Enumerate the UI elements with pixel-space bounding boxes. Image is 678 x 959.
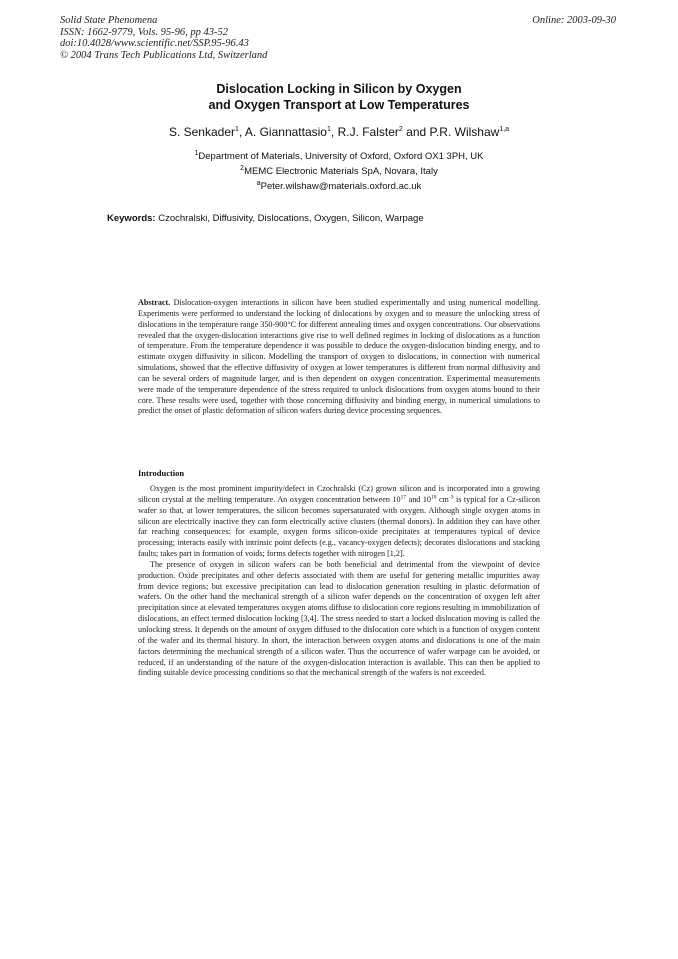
abstract-label: Abstract. [138, 298, 171, 307]
author-separator: , [238, 125, 245, 139]
journal-header [60, 15, 267, 61]
title-line-1: Dislocation Locking in Silicon by Oxygen [216, 82, 462, 96]
author-name: A. Giannattasio [244, 125, 327, 139]
issn-line: ISSN: 1662-9779, Vols. 95-96, pp 43-52 [60, 26, 228, 38]
exponent: 17 [400, 494, 407, 501]
abstract-text: Dislocation-oxygen interactions in silicon have been studied experimentally and using numerical modelling. Experiments were performed to understand the locking of dislocations by oxygen and to measure the unlocking stress of dislocations in the temperature range 350-900°C for different annealing times and oxygen concentrations. Our observations revealed that the oxygen-dislocation interactions give rise to well defined regimes in locking of dislocations as a function of temperature. From the temperature dependence it was possible to deduce the oxygen-dislocation binding energy, and to estimate oxygen diffusivity in silicon. Modelling the transport of oxygen to dislocations, in connection with numerical simulations, showed that the effective diffusivity of oxygen at lower temperatures is different from normal diffusivity and can be several orders of magnitude larger, and is then dependent on oxygen concentration. Experimental measurements were made of the temperature dependence of the stress required to unlock dislocations from oxygen atoms bound to their core. These results were used, together with those concerning diffusivity and binding energy, in numerical simulations to predict the onset of plastic deformation of silicon wafers during device processing sequences. [138, 298, 540, 416]
intro-paragraph-2: The presence of oxygen in silicon wafers can be both beneficial and detrimental from the viewpoint of device production. Oxide precipitates and other defects associated with them are useful for gettering metallic impurities away from device regions; but excessive precipitation can lead to dislocation generation resulting in plastic deformation of wafers. On the other hand the mechanical strength of a silicon wafer depends on the concentration of oxygen left after precipitation since at elevated temperatures oxygen atoms diffuse to dislocation core regions resulting in immobilization of dislocations, an effect termed dislocation locking [3,4]. The stress needed to start a locked dislocation moving is called the unlocking stress. It depends on the amount of oxygen diffused to the dislocation core which is a function of oxygen content of the wafer and its thermal history. In short, the interaction between oxygen atoms and dislocations is one of the main factors determining the mechanical strength of a silicon wafer. Thus the occurrence of wafer warpage can be avoided, or reduced, if an understanding of the nature of the oxygen-dislocation interaction is available. This can then be applied to finding suitable device processing conditions so that the mechanical strength of the wafers is not exceeded. [138, 559, 540, 678]
copyright-line: © 2004 Trans Tech Publications Ltd, Switzerland [60, 49, 268, 61]
author-name: P.R. Wilshaw [429, 125, 500, 139]
author-separator: and [402, 125, 430, 139]
author-name: R.J. Falster [337, 125, 399, 139]
affiliation-1 [0, 149, 678, 164]
author-affiliation-mark: 1 [235, 126, 239, 133]
author-affiliation-mark: 1 [326, 126, 331, 133]
affiliation-text: Department of Materials, University of Oxford, Oxford OX1 3PH, UK [198, 151, 484, 162]
affiliation-mark: 2 [240, 164, 245, 172]
author-affiliation-mark: 2 [398, 126, 403, 133]
online-date: Online: 2003-09-30 [532, 15, 616, 26]
intro-text: is typical for a Cz-silicon wafer so that, at lower temperatures, the silicon becomes supersaturated with oxygen. Although single oxygen atoms in silicon are electrically inactive they can form electrically active clusters (thermal donors). In addition they can have other far reaching consequences: for example, oxygen forms silicon-oxide precipitates at temperatures typical of device processing; interacts easily with intrinsic point defects (e.g., vacancy-oxygen defects); decorates dislocations and stacking faults; takes part in formation of voids; forms defects together with nitrogen [1,2]. [138, 494, 540, 559]
author-name: S. Senkader [168, 125, 235, 139]
affiliation-mark: a [256, 179, 261, 187]
journal-name: Solid State Phenomena [60, 15, 158, 26]
exponent: -3 [448, 494, 454, 501]
keywords-label: Keywords: [107, 213, 156, 224]
title-line-2: and Oxygen Transport at Low Temperatures [208, 97, 470, 112]
introduction-heading: Introduction [138, 468, 185, 478]
abstract [138, 298, 540, 417]
keywords [107, 213, 424, 224]
intro-paragraph-1 [138, 484, 540, 560]
doi-line: doi:10.4028/www.scientific.net/SSP.95-96.43 [60, 38, 249, 49]
author-affiliation-mark: 1,a [499, 126, 510, 133]
keywords-text: Czochralski, Diffusivity, Dislocations, Oxygen, Silicon, Warpage [158, 213, 424, 224]
paper-title [0, 82, 678, 113]
author-separator: , [330, 125, 338, 139]
intro-text: and 10 [406, 494, 431, 504]
introduction-body [138, 484, 540, 679]
affiliation-mark: 1 [194, 149, 199, 157]
affiliations [0, 149, 678, 194]
exponent: 18 [430, 494, 437, 501]
intro-text: cm [436, 494, 449, 504]
affiliation-text: MEMC Electronic Materials SpA, Novara, Italy [244, 166, 438, 177]
affiliation-2 [0, 164, 678, 179]
author-email [0, 179, 678, 194]
intro-text: Oxygen is the most prominent impurity/defect in Czochralski (Cz) grown silicon and is incorporated into a growing silicon crystal at the melting temperature. An oxygen concentration between 10 [138, 484, 540, 504]
email-text: Peter.wilshaw@materials.oxford.ac.uk [260, 181, 422, 192]
author-list [0, 125, 678, 139]
